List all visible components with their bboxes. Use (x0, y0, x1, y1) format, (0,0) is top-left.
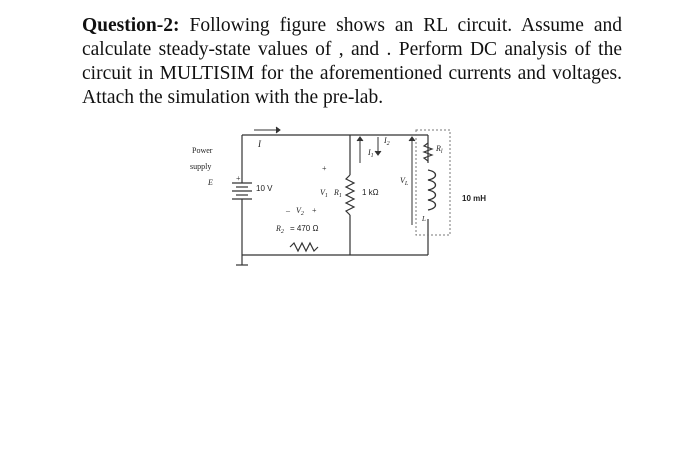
battery-plus: + (236, 174, 241, 183)
vl-label: $V_L$ (400, 176, 409, 187)
v1-plus: + (322, 164, 327, 173)
v2-label: $V_2$ (296, 206, 304, 217)
rl-circuit-figure (190, 125, 520, 270)
v2-plus: + (312, 206, 317, 215)
r1-label: $R_1$ (334, 188, 342, 199)
current-i1-arrow-icon (357, 137, 363, 163)
source-symbol: E (208, 178, 213, 187)
current-i-label: I (258, 139, 261, 149)
question-heading: Question-2: (82, 15, 180, 36)
resistor-r1-icon (346, 175, 354, 215)
supply-label: supply (190, 162, 212, 171)
inductor-coil-icon (428, 170, 436, 210)
resistor-r2-icon (290, 243, 318, 251)
l-value: 10 mH (462, 194, 487, 203)
vl-arrow-icon (409, 137, 415, 225)
v1-label: $V_1$ (320, 188, 328, 199)
i1-label: $I_1$ (368, 148, 374, 159)
question-body: Following figure shows an RL circuit. Assume and calculate steady-state values of , and . Perform DC analysis of the circuit in MULTISIM for the aforementioned currents and voltages. Attach the simulation with the pre-lab. (82, 15, 622, 108)
battery-icon (232, 183, 252, 199)
r2-value: = 470 Ω (290, 224, 319, 233)
source-value: 10 V (256, 184, 273, 193)
question-text (82, 14, 622, 110)
current-i-arrow-icon (254, 127, 280, 133)
r1-value: 1 kΩ (362, 188, 379, 197)
power-label: Power (192, 146, 213, 155)
l-label: L (422, 215, 426, 223)
i2-label: $I_2$ (384, 136, 390, 147)
v2-minus: – (286, 206, 290, 215)
current-i2-arrow-icon (375, 137, 381, 155)
r2-label: $R_2$ (276, 224, 284, 235)
circuit-diagram (190, 125, 520, 270)
rl-label: $R_l$ (436, 144, 443, 155)
